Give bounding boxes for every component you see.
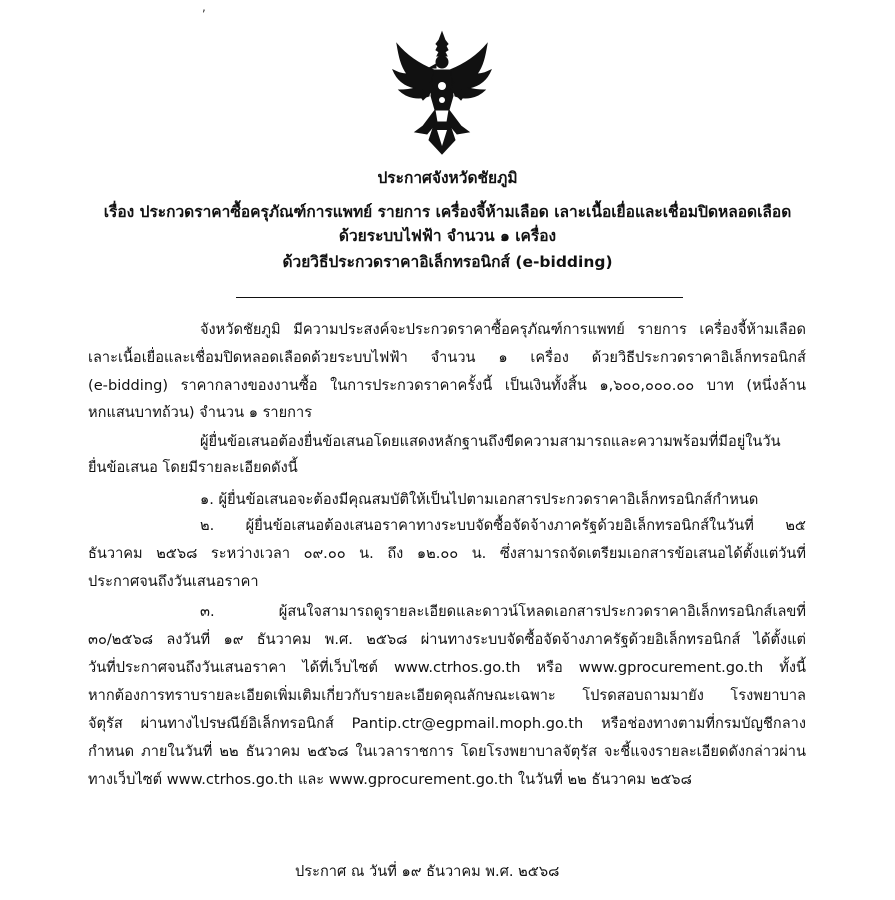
contact-email: Pantip.ctr@egpmail.moph.go.th bbox=[351, 715, 584, 732]
website-link-ctrhos: www.ctrhos.go.th bbox=[393, 659, 521, 676]
condition-item-2-line-3: ประกาศจนถึงวันเสนอราคา bbox=[88, 573, 259, 590]
condition-item-2-line-1: ๒. ผู้ยื่นข้อเสนอต้องเสนอราคาทางระบบจัดซื้อจัดจ้างภาครัฐด้วยอิเล็กทรอนิกส์ในวันที่ ๒๕ bbox=[200, 517, 806, 534]
condition-item-3-line-3: วันที่ประกาศจนถึงวันเสนอราคา ได้ที่เว็บไซต์ www.ctrhos.go.th หรือ www.gprocurement.go.th ทั้งนี้ bbox=[88, 659, 806, 676]
paragraph-1-line-4: หกแสนบาทถ้วน) จำนวน ๑ รายการ bbox=[88, 404, 313, 421]
subject-method: ด้วยวิธีประกวดราคาอิเล็กทรอนิกส์ (e-bidding) bbox=[282, 253, 613, 271]
garuda-emblem-icon bbox=[389, 30, 495, 158]
announcement-date: ประกาศ ณ วันที่ ๑๙ ธันวาคม พ.ศ. ๒๕๖๘ bbox=[295, 863, 560, 880]
paragraph-1-line-1: จังหวัดชัยภูมิ มีความประสงค์จะประกวดราคาซื้อครุภัณฑ์การแพทย์ รายการ เครื่องจี้ห้ามเลือด bbox=[200, 321, 806, 338]
paragraph-2-line-1: ผู้ยื่นข้อเสนอต้องยื่นข้อเสนอโดยแสดงหลักฐานถึงขีดความสามารถและความพร้อมที่มีอยู่ในวัน bbox=[200, 433, 781, 450]
condition-item-3-line-1: ๓. ผู้สนใจสามารถดูรายละเอียดและดาวน์โหลดเอกสารประกวดราคาอิเล็กทรอนิกส์เลขที่ bbox=[200, 603, 806, 620]
website-link-gprocurement: www.gprocurement.go.th bbox=[578, 659, 764, 676]
condition-item-3-line-4: หากต้องการทราบรายละเอียดเพิ่มเติมเกี่ยวกับรายละเอียดคุณลักษณะเฉพาะ โปรดสอบถามมายัง โรงพยาบาล bbox=[88, 687, 806, 704]
condition-item-3-line-2: ๓๐/๒๕๖๘ ลงวันที่ ๑๙ ธันวาคม พ.ศ. ๒๕๖๘ ผ่านทางระบบจัดซื้อจัดจ้างภาครัฐด้วยอิเล็กทรอนิกส์ ได้ตั้งแต่ bbox=[88, 631, 806, 648]
condition-item-3-line-7: ทางเว็บไซต์ www.ctrhos.go.th และ www.gprocurement.go.th ในวันที่ ๒๒ ธันวาคม ๒๕๖๘ bbox=[88, 771, 692, 788]
title-divider bbox=[236, 297, 683, 298]
announcement-title: ประกาศจังหวัดชัยภูมิ bbox=[377, 169, 518, 187]
condition-item-3-line-5: จัตุรัส ผ่านทางไปรษณีย์อิเล็กทรอนิกส์ Pantip.ctr@egpmail.moph.go.th หรือช่องทางตามที่กรมบัญชีกลาง bbox=[88, 715, 806, 732]
paragraph-1-line-3: (e-bidding) ราคากลางของงานซื้อ ในการประกวดราคาครั้งนี้ เป็นเงินทั้งสิ้น ๑,๖๐๐,๐๐๐.๐๐ บาท (หนึ่งล้าน bbox=[88, 377, 806, 394]
paragraph-1-line-2: เลาะเนื้อเยื่อและเชื่อมปิดหลอดเลือดด้วยระบบไฟฟ้า จำนวน ๑ เครื่อง ด้วยวิธีประกวดราคาอิเล็กทรอนิกส์ bbox=[88, 349, 806, 366]
corner-mark: , bbox=[202, 0, 206, 14]
paragraph-2-line-2: ยื่นข้อเสนอ โดยมีรายละเอียดดังนี้ bbox=[88, 459, 298, 476]
subject-line-2: ด้วยระบบไฟฟ้า จำนวน ๑ เครื่อง bbox=[338, 227, 557, 245]
condition-item-1: ๑. ผู้ยื่นข้อเสนอจะต้องมีคุณสมบัติให้เป็นไปตามเอกสารประกวดราคาอิเล็กทรอนิกส์กำหนด bbox=[200, 491, 759, 508]
condition-item-3-line-6: กำหนด ภายในวันที่ ๒๒ ธันวาคม ๒๕๖๘ ในเวลาราชการ โดยโรงพยาบาลจัตุรัส จะชี้แจงรายละเอียดดังกล่าวผ่าน bbox=[88, 743, 806, 760]
condition-item-2-line-2: ธันวาคม ๒๕๖๘ ระหว่างเวลา ๐๙.๐๐ น. ถึง ๑๒.๐๐ น. ซึ่งสามารถจัดเตรียมเอกสารข้อเสนอได้ตั้งแต่วันที่ bbox=[88, 545, 806, 562]
subject-line: เรื่อง ประกวดราคาซื้อครุภัณฑ์การแพทย์ รายการ เครื่องจี้ห้ามเลือด เลาะเนื้อเยื่อและเชื่อมปิดหลอดเลือด bbox=[103, 203, 792, 221]
